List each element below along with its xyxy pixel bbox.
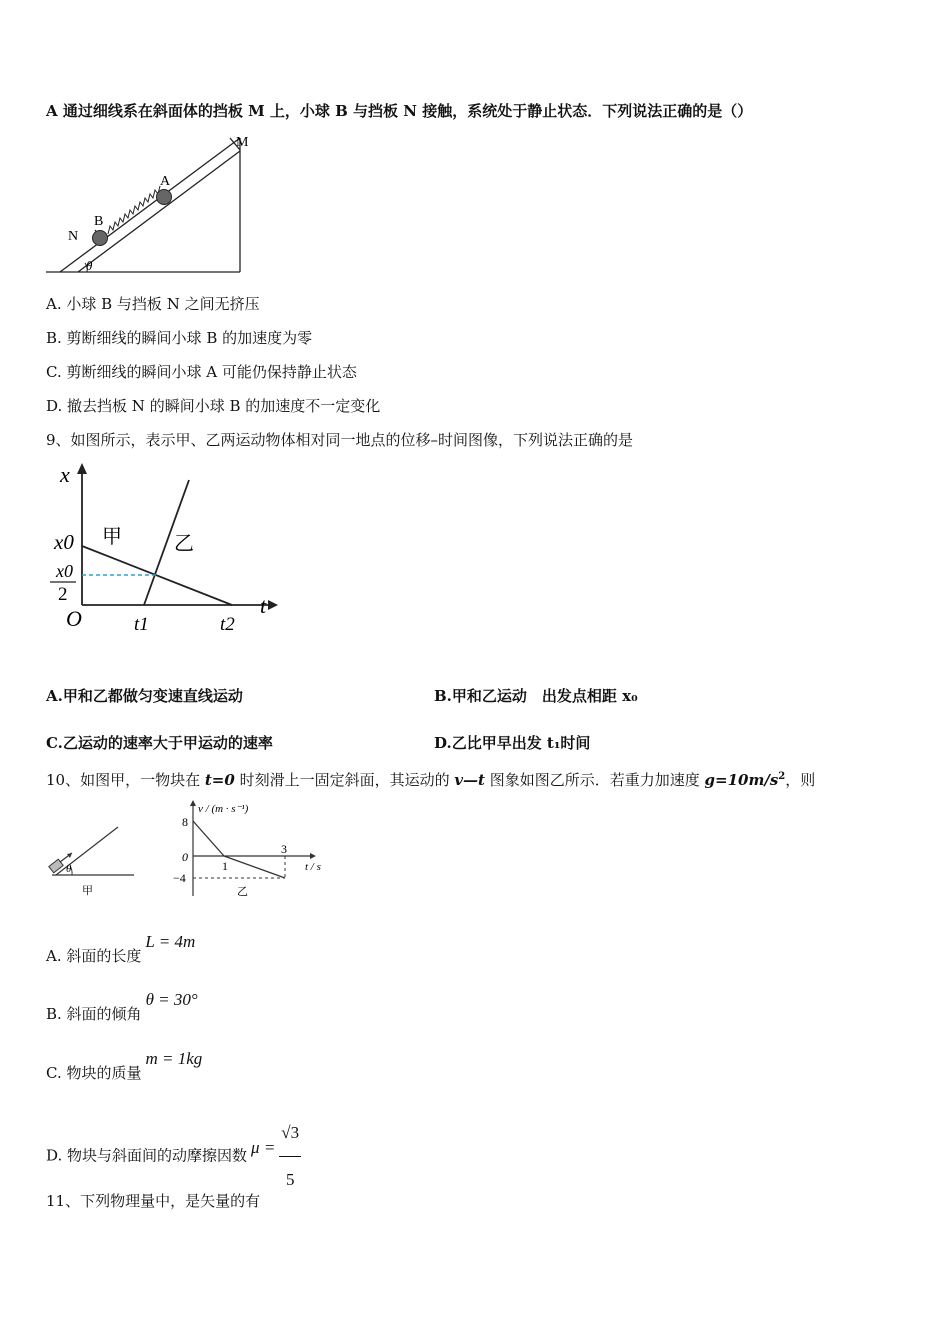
incline-theta: θ [66, 863, 72, 875]
tick-t1: t1 [134, 614, 149, 635]
q10-option-b-formula: θ = 30° [145, 990, 198, 1009]
q8-option-a: A. 小球 B 与挡板 N 之间无挤压 [46, 295, 260, 313]
q9-stem: 9、如图所示，表示甲、乙两运动物体相对同一地点的位移–时间图像，下列说法正确的是 [46, 431, 634, 449]
tick-x0-half-den: 2 [58, 584, 68, 605]
vt-xlabel: t / s [305, 861, 321, 873]
tick-x0: x0 [54, 530, 74, 554]
vt-tick-minus4: −4 [173, 871, 186, 885]
q10-option-d-mu: μ = [251, 1137, 276, 1157]
label-M: M [236, 135, 249, 150]
vt-ylabel: v / (m · s⁻¹) [198, 803, 249, 815]
axis-x-label: x [60, 462, 70, 487]
incline-spring-figure [40, 130, 270, 280]
caption-jia: 甲 [82, 884, 93, 897]
label-A: A [160, 174, 171, 189]
q10-option-d-fraction: $\frac{√3}{5}$ [279, 1110, 301, 1203]
axis-t-label: t [260, 593, 267, 618]
tick-t2: t2 [220, 614, 235, 635]
q8-option-c: C. 剪断细线的瞬间小球 A 可能仍保持静止状态 [46, 363, 357, 381]
incline-block-figure-jia [44, 822, 144, 900]
label-B: B [94, 214, 104, 229]
q10-option-c: C. 物块的质量m = 1kg [46, 1049, 203, 1082]
q11-stem: 11、下列物理量中，是矢量的有 [46, 1192, 261, 1210]
q10-stem: 10、如图甲，一物块在 t=0 时刻滑上一固定斜面，其运动的 v—t 图象如图乙所示．若重力加速度 $g=10m/s^2$，则 [46, 771, 816, 789]
q10-option-b: B. 斜面的倾角θ = 30° [46, 990, 198, 1023]
label-yi: 乙 [174, 531, 194, 555]
q8-stem: A 通过细线系在斜面体的挡板 M 上，小球 B 与挡板 N 接触，系统处于静止状态．下列说法正确的是（） [46, 102, 753, 120]
origin-label: O [66, 606, 82, 631]
q9-option-d: D.乙比甲早出发 t₁时间 [434, 734, 591, 752]
velocity-time-graph-yi [170, 798, 335, 900]
q10-option-a: A. 斜面的长度L = 4m [46, 932, 196, 965]
vt-tick-8: 8 [182, 815, 188, 829]
label-theta: θ [86, 258, 93, 273]
label-jia: 甲 [102, 524, 122, 548]
q10-option-a-formula: L = 4m [145, 932, 196, 951]
q9-option-b: B.甲和乙运动 出发点相距 x₀ [434, 687, 638, 705]
label-N: N [68, 229, 79, 244]
vt-tick-0: 0 [182, 850, 188, 864]
caption-yi: 乙 [237, 885, 248, 898]
tick-x0-half-num: x0 [56, 561, 73, 581]
displacement-time-graph [46, 458, 286, 643]
vt-tick-3: 3 [281, 842, 287, 856]
q8-option-b: B. 剪断细线的瞬间小球 B 的加速度为零 [46, 329, 313, 347]
q10-option-d: D. 物块与斜面间的动摩擦因数 μ = $\frac{√3}{5}$ [46, 1110, 301, 1203]
q9-option-a: A.甲和乙都做匀变速直线运动 [46, 687, 243, 705]
vt-tick-1: 1 [222, 859, 228, 873]
q8-option-d: D. 撤去挡板 N 的瞬间小球 B 的加速度不一定变化 [46, 397, 381, 415]
q10-option-c-formula: m = 1kg [145, 1049, 203, 1068]
q9-option-c: C.乙运动的速率大于甲运动的速率 [46, 734, 273, 752]
